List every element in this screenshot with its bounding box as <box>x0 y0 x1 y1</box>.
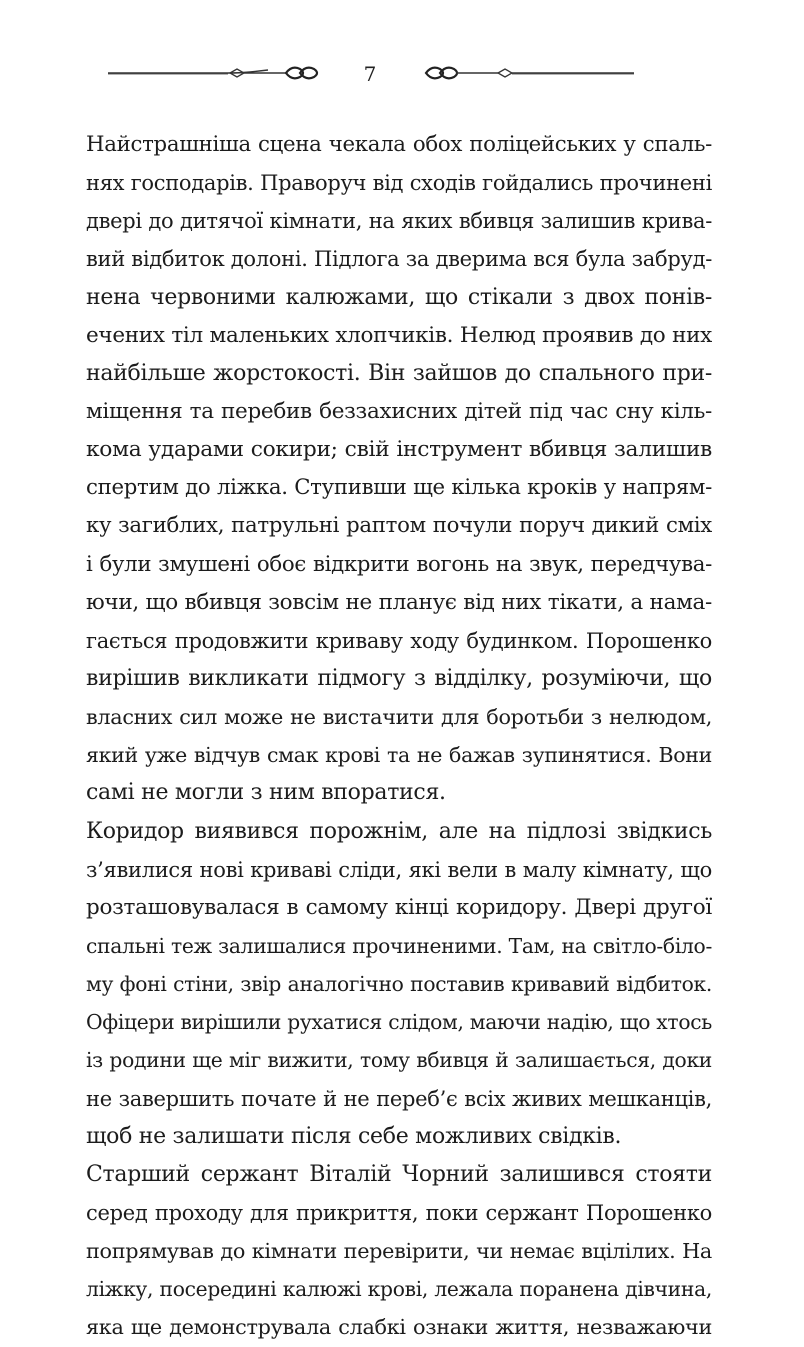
body-text <box>86 126 712 1347</box>
text-line: нена червоними калюжами, що стікали з двох понів- <box>86 284 712 310</box>
text-line: і були змушені обоє відкрити вогонь на звук, передчува- <box>86 551 712 577</box>
text-line: Старший сержант Віталій Чорний залишився стояти <box>86 1161 712 1187</box>
text-line: не завершить почате й не переб’є всіх живих мешканців, <box>86 1086 712 1111</box>
text-line: яка ще демонструвала слабкі ознаки життя, незважаючи <box>86 1315 712 1340</box>
text-line: власних сил може не вистачити для боротьби з нелюдом, <box>86 705 712 730</box>
page-number: 7 <box>363 62 377 86</box>
text-line: вирішив викликати підмогу з відділку, розуміючи, що <box>86 665 712 691</box>
text-line: який уже відчув смак крові та не бажав зупинятися. Вони <box>86 743 712 768</box>
text-line: му фоні стіни, звір аналогічно поставив кривавий відбиток. <box>86 972 712 997</box>
text-line: розташовувалася в самому кінці коридору. Двері другої <box>86 894 712 920</box>
text-line: попрямував до кімнати перевірити, чи немає вцілілих. На <box>86 1239 712 1264</box>
text-line: кома ударами сокири; свій інструмент вбивця залишив <box>86 437 712 463</box>
text-line: вий відбиток долоні. Підлога за дверима вся була забруд- <box>86 247 712 272</box>
text-line: самі не могли з ним впоратися. <box>86 780 446 806</box>
text-line: серед проходу для прикриття, поки сержант Порошенко <box>86 1200 712 1225</box>
text-line: спертим до ліжка. Ступивши ще кілька кроків у напрям- <box>86 475 712 501</box>
text-line: найбільше жорстокості. Він зайшов до спального при- <box>86 360 712 386</box>
text-line: нях господарів. Праворуч від сходів гойдались прочинені <box>86 171 712 196</box>
text-line: спальні теж залишалися прочиненими. Там, на світло-біло- <box>86 933 712 958</box>
text-line: Офіцери вирішили рухатися слідом, маючи надію, що хтось <box>86 1010 712 1035</box>
page-header <box>100 54 640 94</box>
text-line: із родини ще міг вижити, тому вбивця й залишається, доки <box>86 1048 712 1073</box>
text-line: ліжку, посередині калюжі крові, лежала поранена дівчина, <box>86 1277 712 1302</box>
text-line: ючи, що вбивця зовсім не планує від них тікати, а нама- <box>86 589 712 615</box>
text-line: ку загиблих, патрульні раптом почули поруч дикий сміх <box>86 513 712 539</box>
text-line: міщення та перебив беззахисних дітей під час сну кіль- <box>86 398 712 424</box>
text-line: двері до дитячої кімнати, на яких вбивця залишив крива- <box>86 209 712 234</box>
text-line: гається продовжити криваву ходу будинком. Порошенко <box>86 628 712 653</box>
text-line: з’явилися нові криваві сліди, які вели в малу кімнату, що <box>86 857 712 882</box>
text-line: Найстрашніша сцена чекала обох поліцейських у спаль- <box>86 132 712 157</box>
text-line: щоб не залишати після себе можливих свідків. <box>86 1123 622 1149</box>
text-line: Коридор виявився порожнім, але на підлозі звідкись <box>86 818 712 844</box>
text-line: ечених тіл маленьких хлопчиків. Нелюд проявив до них <box>86 322 712 348</box>
